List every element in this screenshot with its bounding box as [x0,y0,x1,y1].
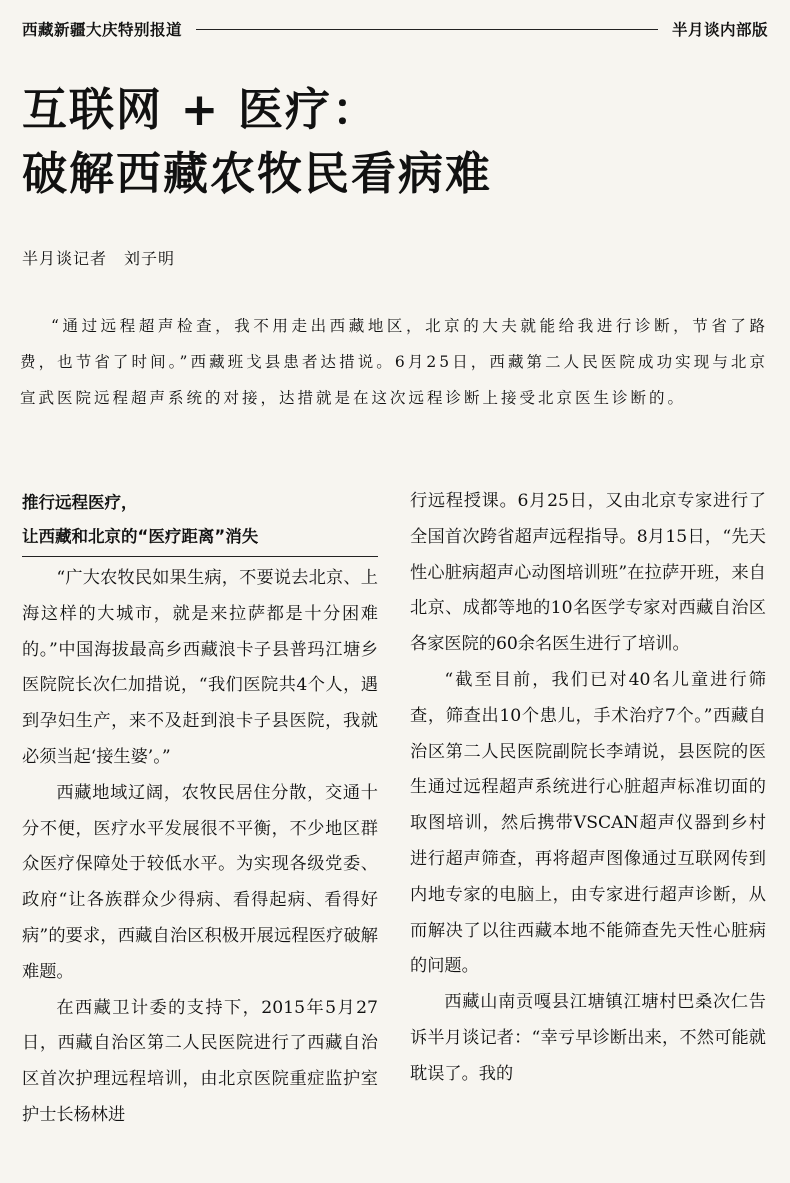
body-paragraph: 西藏地域辽阔，农牧民居住分散，交通十分不便，医疗水平发展很不平衡，不少地区群众医疗保障处于较低水平。为实现各级党委、政府“让各族群众少得病、看得起病、看得好病”的要求，西藏自治区积极开展远程医疗破解难题。 [22,782,378,982]
title-line-1: 互联网 + 医疗： [22,83,380,136]
section-name: 西藏新疆大庆特别报道 [22,21,183,39]
left-column [22,486,378,1134]
edition-name: 半月谈内部版 [671,21,768,39]
title-line-2: 破解西藏农牧民看病难 [22,147,493,200]
right-column [410,484,766,1093]
body-paragraph: 在西藏卫计委的支持下，2015年5月27日，西藏自治区第二人民医院进行了西藏自治区首次护理远程培训，由北京医院重症监护室护士长杨林进 [22,997,378,1125]
byline: 半月谈记者 刘子明 [22,249,176,268]
article-title [22,78,768,206]
running-header [22,14,768,44]
body-paragraph: “截至目前，我们已对40名儿童进行筛查，筛查出10个患儿，手术治疗7个。”西藏自治区第二人民医院副院长李靖说，县医院的医生通过远程超声系统进行心脏超声标准切面的取图培训，然后携带VSCAN超声仪器到乡村进行超声筛查，再将超声图像通过互联网传到内地专家的电脑上，由专家进行超声诊断，从而解决了以往西藏本地不能筛查先天性心脏病的问题。 [410,669,766,977]
subheading [22,486,378,557]
header-rule [196,29,658,30]
lede-paragraph: “通过远程超声检查，我不用走出西藏地区，北京的大夫就能给我进行诊断，节省了路费，也节省了时间。”西藏班戈县患者达措说。6月25日，西藏第二人民医院成功实现与北京宣武医院远程超声系统的对接，达措就是在这次远程诊断上接受北京医生诊断的。 [20,317,768,407]
body-paragraph: “广大农牧民如果生病，不要说去北京、上海这样的大城市，就是来拉萨都是十分困难的。”中国海拔最高乡西藏浪卡子县普玛江塘乡医院院长次仁加措说，“我们医院共4个人，遇到孕妇生产，来不及赶到浪卡子县医院，我就必须当起‘接生婆’。” [22,568,378,767]
body-paragraph: 西藏山南贡嘎县江塘镇江塘村巴桑次仁告诉半月谈记者：“幸亏早诊断出来，不然可能就耽误了。我的 [410,992,766,1084]
body-paragraph-continued: 行远程授课。6月25日，又由北京专家进行了全国首次跨省超声远程指导。8月15日，“先天性心脏病超声心动图培训班”在拉萨开班，来自北京、成都等地的10名医学专家对西藏自治区各家医院的60余名医生进行了培训。 [410,491,766,655]
subheading-line-2: 让西藏和北京的“医疗距离”消失 [22,520,378,557]
subheading-line-1: 推行远程医疗， [22,493,138,512]
